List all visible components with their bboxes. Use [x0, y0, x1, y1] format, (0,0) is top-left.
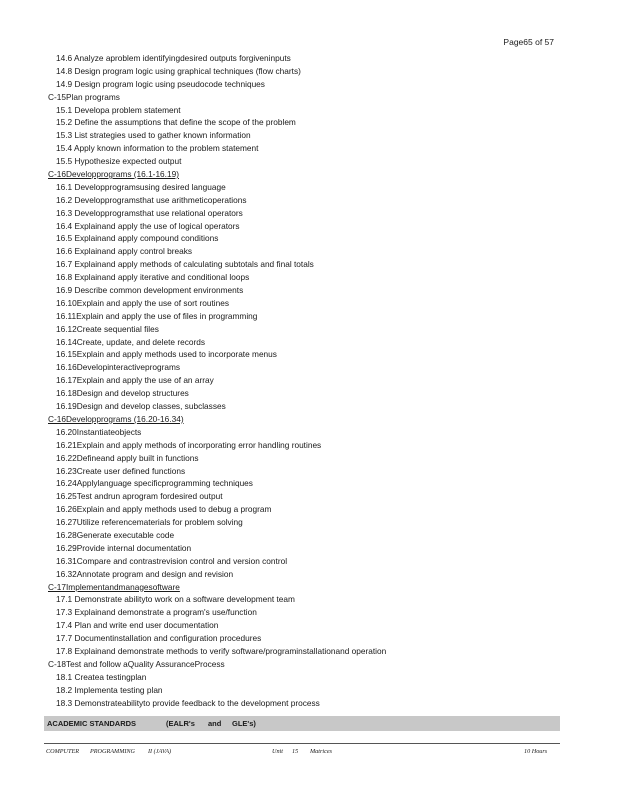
section-heading-text: C-18Test and follow aQuality AssuranceProcess	[48, 658, 225, 669]
footer-subject: PROGRAMMING	[90, 748, 136, 755]
list-item	[48, 465, 568, 478]
list-item	[48, 52, 568, 65]
list-item-text: 17.4 Plan and write end user documentation	[56, 620, 219, 631]
list-item-text: 16.10Explain and apply the use of sort routines	[56, 297, 229, 308]
list-item-text: 16.7 Explainand apply methods of calculating subtotals and final totals	[56, 259, 314, 270]
section-heading-text: C-15Plan programs	[48, 91, 120, 102]
list-item-text: 16.28Generate executable code	[56, 529, 175, 540]
list-item-text: 16.1 Developprogramsusing desired language	[56, 181, 226, 192]
list-item-text: 16.9 Describe common development environments	[56, 285, 244, 296]
list-item-text: 16.18Design and develop structures	[56, 388, 189, 399]
list-item	[48, 194, 568, 207]
list-item-text: 14.6 Analyze aproblem identifyingdesired outputs forgiveninputs	[56, 53, 291, 63]
standards-col-and: and	[208, 719, 222, 728]
footer-level: II (JAVA)	[148, 748, 172, 755]
list-item	[48, 142, 568, 155]
list-item	[48, 116, 568, 129]
list-item	[48, 503, 568, 516]
list-item-text: 16.20Instantiateobjects	[56, 426, 142, 437]
list-item	[48, 439, 568, 452]
list-item	[48, 155, 568, 168]
list-item	[48, 78, 568, 91]
list-item	[48, 232, 568, 245]
list-item-text: 15.1 Developa problem statement	[56, 104, 181, 115]
list-item-text: 16.14Create, update, and delete records	[56, 336, 205, 347]
list-item	[48, 490, 568, 503]
list-item	[48, 619, 568, 632]
list-item	[48, 632, 568, 645]
section-heading-text: C-17Implementandmanagesoftware	[48, 581, 180, 592]
standards-col-gle: GLE's)	[232, 719, 256, 728]
list-item	[48, 65, 568, 78]
list-item	[48, 606, 568, 619]
list-item-text: 16.15Explain and apply methods used to incorporate menus	[56, 349, 277, 360]
list-item-text: 17.8 Explainand demonstrate methods to verify software/programinstallationand operation	[56, 645, 387, 656]
footer-unit-number: 15	[292, 748, 299, 755]
list-item-text: 16.5 Explainand apply compound conditions	[56, 233, 219, 244]
list-item-text: 16.27Utilize referencematerials for problem solving	[56, 517, 243, 528]
section-heading	[48, 168, 568, 181]
list-item	[48, 568, 568, 581]
list-item	[48, 323, 568, 336]
list-item-text: 18.1 Createa testingplan	[56, 671, 147, 682]
section-heading	[48, 91, 568, 104]
list-item-text: 15.2 Define the assumptions that define the scope of the problem	[56, 117, 296, 128]
list-item-text: 16.29Provide internal documentation	[56, 542, 192, 553]
list-item-text: 16.22Defineand apply built in functions	[56, 452, 199, 463]
list-item	[48, 374, 568, 387]
list-item-text: 17.7 Documentinstallation and configuration procedures	[56, 633, 262, 644]
list-item-text: 16.11Explain and apply the use of files in programming	[56, 310, 258, 321]
list-item-text: 16.2 Developprogramsthat use arithmeticoperations	[56, 194, 247, 205]
list-item	[48, 104, 568, 117]
standards-col-ealr: (EALR's	[166, 719, 195, 728]
list-item	[48, 516, 568, 529]
list-item-text: 15.3 List strategies used to gather known information	[56, 130, 251, 141]
list-item	[48, 400, 568, 413]
list-item-text: 16.17Explain and apply the use of an array	[56, 375, 214, 386]
list-item	[48, 245, 568, 258]
list-item-text: 18.3 Demonstrateabilityto provide feedback to the development process	[56, 697, 320, 708]
list-item	[48, 181, 568, 194]
list-item	[48, 477, 568, 490]
list-item-text: 16.32Annotate program and design and revision	[56, 568, 234, 579]
list-item-text: 16.21Explain and apply methods of incorporating error handling routines	[56, 439, 322, 450]
list-item	[48, 452, 568, 465]
list-item	[48, 336, 568, 349]
footer-unit: Unit	[272, 748, 284, 755]
list-item-text: 16.6 Explainand apply control breaks	[56, 246, 193, 257]
list-item	[48, 697, 568, 710]
list-item	[48, 207, 568, 220]
list-item	[48, 671, 568, 684]
footer-hours: 10 Hours	[524, 748, 548, 755]
list-item-text: 16.16Developinteractiveprograms	[56, 362, 181, 373]
list-item	[48, 258, 568, 271]
list-item	[48, 220, 568, 233]
list-item	[48, 361, 568, 374]
section-heading	[48, 658, 568, 671]
list-item-text: 16.3 Developprogramsthat use relational operators	[56, 207, 243, 218]
list-item-text: 16.8 Explainand apply iterative and conditional loops	[56, 272, 250, 283]
list-item-text: 15.5 Hypothesize expected output	[56, 156, 182, 167]
list-item	[48, 426, 568, 439]
list-item	[48, 284, 568, 297]
list-item	[48, 271, 568, 284]
section-heading-text: C-16Developprograms (16.1-16.19)	[48, 169, 179, 180]
list-item-text: 14.8 Design program logic using graphical techniques (flow charts)	[56, 65, 301, 76]
list-item-text: 14.9 Design program logic using pseudocode techniques	[56, 78, 265, 89]
list-item	[48, 129, 568, 142]
list-item-text: 16.31Compare and contrastrevision control and version control	[56, 555, 288, 566]
footer-unit-title: Matrices	[310, 748, 332, 755]
list-item	[48, 645, 568, 658]
list-item-text: 17.1 Demonstrate abilityto work on a software development team	[56, 594, 295, 605]
list-item	[48, 684, 568, 697]
list-item	[48, 297, 568, 310]
standards-list	[48, 52, 568, 709]
section-heading-text: C-16Developprograms (16.20-16.34)	[48, 413, 184, 424]
list-item-text: 16.12Create sequential files	[56, 323, 159, 334]
section-heading	[48, 581, 568, 594]
page-footer	[44, 748, 560, 760]
list-item-text: 15.4 Apply known information to the problem statement	[56, 143, 259, 154]
page-number: Page65 of 57	[503, 37, 554, 47]
list-item	[48, 387, 568, 400]
list-item	[48, 555, 568, 568]
list-item-text: 16.24Applylanguage specificprogramming techniques	[56, 478, 253, 489]
section-heading	[48, 413, 568, 426]
list-item	[48, 542, 568, 555]
standards-label: ACADEMIC STANDARDS	[47, 719, 137, 728]
academic-standards-bar	[44, 716, 560, 731]
list-item-text: 18.2 Implementa testing plan	[56, 684, 163, 695]
footer-divider	[44, 743, 560, 744]
footer-course: COMPUTER	[46, 748, 79, 755]
list-item-text: 17.3 Explainand demonstrate a program's use/function	[56, 607, 257, 618]
list-item	[48, 529, 568, 542]
list-item-text: 16.23Create user defined functions	[56, 465, 186, 476]
list-item-text: 16.26Explain and apply methods used to debug a program	[56, 504, 272, 515]
list-item-text: 16.19Design and develop classes, subclasses	[56, 401, 226, 412]
list-item	[48, 593, 568, 606]
list-item	[48, 310, 568, 323]
list-item-text: 16.4 Explainand apply the use of logical operators	[56, 220, 240, 231]
list-item	[48, 348, 568, 361]
list-item-text: 16.25Test andrun aprogram fordesired output	[56, 491, 223, 502]
